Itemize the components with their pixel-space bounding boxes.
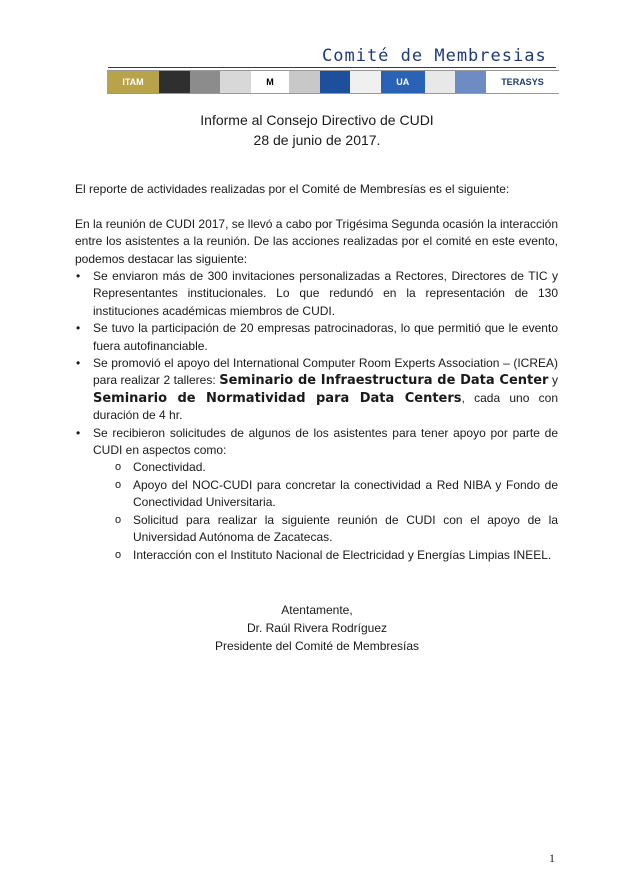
- institution-logo: [220, 71, 251, 93]
- intro-paragraph: El reporte de actividades realizadas por el Comité de Membresías es el siguiente:: [75, 182, 510, 196]
- sub-list-item: o Conectividad.: [93, 459, 558, 476]
- institution-logo: TERASYS: [486, 71, 559, 93]
- list-item-text: Se recibieron solicitudes de algunos de los asistentes para tener apoyo por parte de CUDI en aspectos como:: [93, 425, 558, 458]
- list-item-text: Se enviaron más de 300 invitaciones personalizadas a Rectores, Directores de TIC y Representantes institucionales. Lo que redundó en la representación de 130 instituciones académicas miembros de CUDI.: [93, 269, 558, 318]
- institution-logo: [190, 71, 221, 93]
- institution-logo-banner: [107, 70, 559, 94]
- activities-list: [75, 268, 558, 564]
- institution-logo: [455, 71, 486, 93]
- workshop-2-title: Seminario de Normatividad para Data Centers: [93, 390, 462, 406]
- institution-logo: [320, 71, 351, 93]
- report-date: 28 de junio de 2017.: [253, 132, 381, 148]
- page-number: 1: [549, 851, 555, 865]
- list-item: [75, 355, 558, 425]
- report-title: [0, 110, 634, 150]
- list-item-text: y: [548, 373, 559, 388]
- institution-logo: M: [251, 71, 289, 93]
- institution-logo: [289, 71, 320, 93]
- list-item-text: , cada uno con duración de 4 hr.: [93, 390, 558, 423]
- sub-list-item: o Solicitud para realizar la siguiente reunión de CUDI con el apoyo de la Universidad Autónoma de Zacatecas.: [93, 512, 558, 547]
- signer-name: Dr. Raúl Rivera Rodríguez: [246, 621, 388, 635]
- sub-list-item: o Apoyo del NOC-CUDI para concretar la conectividad a Red NIBA y Fondo de Conectividad Universitaria.: [93, 477, 558, 512]
- header-title: Comité de Membresias: [322, 46, 547, 66]
- list-item: [75, 320, 558, 355]
- signature-block: [0, 601, 634, 655]
- institution-logo: [159, 71, 190, 93]
- list-item-text: Se promovió el apoyo del International Computer Room Experts Association – (ICREA) para realizar 2 talleres:: [93, 356, 558, 388]
- institution-logo: [350, 71, 381, 93]
- institution-logo: ITAM: [107, 71, 159, 93]
- requests-sublist: [93, 459, 558, 563]
- list-item: [75, 268, 558, 320]
- list-item-text: Se tuvo la participación de 20 empresas patrocinadoras, lo que permitió que le evento fuera autofinanciable.: [93, 321, 558, 353]
- header-rule: [108, 67, 556, 68]
- workshop-1-title: Seminario de Infraestructura de Data Center: [219, 373, 549, 389]
- institution-logo: [425, 71, 456, 93]
- closing: Atentamente,: [281, 603, 353, 617]
- report-title-line: Informe al Consejo Directivo de CUDI: [200, 112, 434, 128]
- body-paragraph: En la reunión de CUDI 2017, se llevó a cabo por Trigésima Segunda ocasión la interacción entre los asistentes a la reunión. De las acciones realizadas por el comité en este evento, podemos destacar las siguiente:: [75, 217, 558, 266]
- signer-role: Presidente del Comité de Membresías: [214, 639, 420, 653]
- sub-list-item: o Interacción con el Instituto Nacional de Electricidad y Energías Limpias INEEL.: [93, 547, 558, 564]
- institution-logo: UA: [381, 71, 425, 93]
- list-item: [75, 425, 558, 564]
